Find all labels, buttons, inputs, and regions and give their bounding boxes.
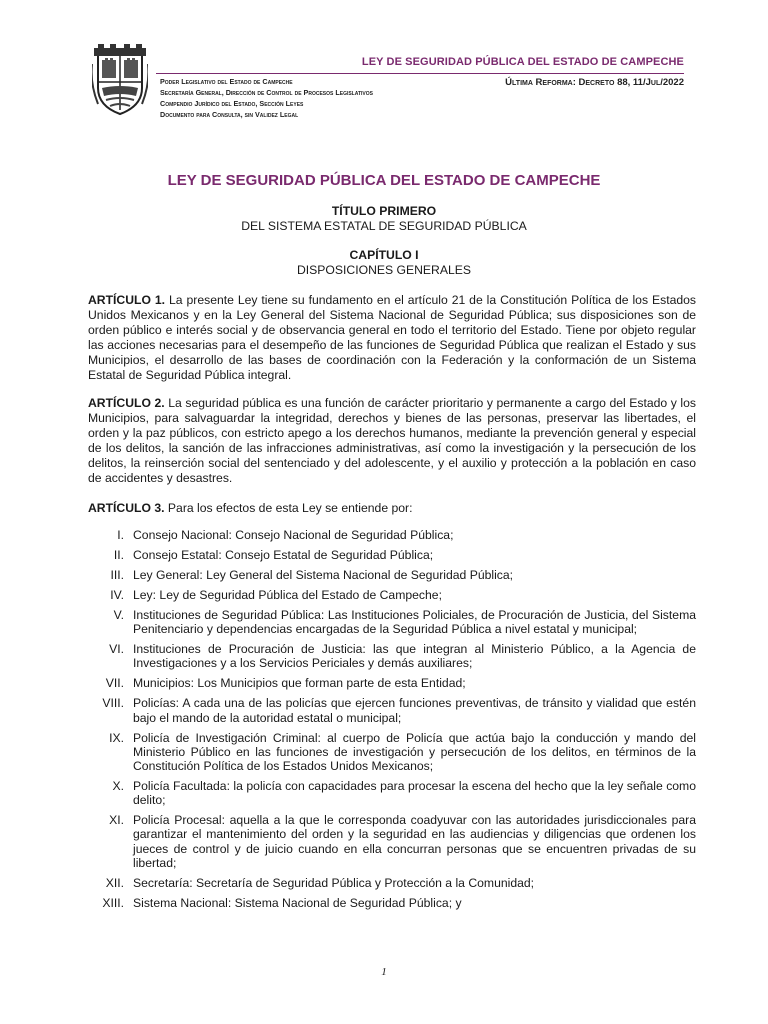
capitulo-heading: CAPÍTULO I — [349, 248, 419, 262]
list-item-number: III. — [110, 568, 124, 582]
list-item-number: VI. — [109, 642, 124, 657]
list-item-text: Policía Procesal: aquella a la que le corresponda coadyuvar con las autoridades jurisdiccionales para garantizar el mantenimiento del orden y la seguridad en las audiencias y diligencias que ordenen los jueces de control y de juicio cuando en ella concurran personas que se encuentren privadas de su libertad; — [133, 813, 696, 870]
list-item-number: V. — [113, 608, 124, 622]
list-item — [88, 642, 696, 670]
list-item-number: VIII. — [102, 696, 124, 711]
list-item — [88, 676, 696, 690]
list-item-text: Policías: A cada una de las policías que ejercen funciones preventivas, de tránsito y vialidad que estén bajo el mando de la autoridad estatal o municipal; — [133, 696, 696, 725]
article-text: La presente Ley tiene su fundamento en el artículo 21 de la Constitución Política de los Estados Unidos Mexicanos y en la Ley General del Sistema Nacional de Seguridad Pública; sus disposiciones son de orden público e interés social y de observancia general en todo el territorio del Estado. Tiene por objeto regular las acciones necesarias para el desempeño de las funciones de Seguridad Pública que realizan el Estado y sus Municipios, el desarrollo de las bases de coordinación con la Federación y la conformación de un Sistema Estatal de Seguridad Pública integral. — [88, 293, 697, 382]
header-institution-block — [160, 76, 373, 120]
institution-line: Documento para Consulta, sin Validez Legal — [160, 110, 299, 119]
definitions-list — [88, 528, 696, 916]
institution-line: Compendio Jurídico del Estado, Sección Leyes — [160, 99, 304, 108]
list-item — [88, 528, 696, 542]
last-reform-info: Última Reforma: Decreto 88, 11/Jul/2022 — [505, 77, 684, 88]
list-item-text: Policía Facultada: la policía con capacidades para procesar la escena del hecho que la ley señale como delito; — [133, 779, 696, 808]
list-item — [88, 896, 696, 910]
header-divider — [156, 73, 684, 74]
list-item-text: Municipios: Los Municipios que forman parte de esta Entidad; — [133, 676, 466, 691]
list-item-number: VII. — [105, 676, 124, 691]
article-3 — [88, 501, 696, 516]
list-item-text: Consejo Estatal: Consejo Estatal de Seguridad Pública; — [133, 548, 434, 562]
article-text: La seguridad pública es una función de carácter prioritario y permanente a cargo del Estado y los Municipios, para salvaguardar la integridad, derechos y bienes de las personas, preservar las libertades, el orden y la paz públicos, con estricto apego a los derechos humanos, mediante la prevención general y especial de los delitos, la sanción de las infracciones administrativas, así como la investigación y la persecución de los delitos, la reinserción social del sentenciado y del adolescente, y el auxilio y protección a la población en caso de accidentes y desastres. — [88, 396, 696, 485]
list-item-number: XI. — [109, 813, 124, 828]
list-item-number: IV. — [110, 588, 124, 602]
list-item — [88, 813, 696, 870]
list-item — [88, 731, 696, 774]
state-seal-logo — [92, 44, 148, 116]
institution-line: Poder Legislativo del Estado de Campeche — [160, 77, 293, 86]
list-item-text: Policía de Investigación Criminal: al cuerpo de Policía que actúa bajo la conducción y mando del Ministerio Público en las funciones de investigación y persecución de los delitos, en términos de la Constitución Política de los Estados Unidos Mexicanos; — [133, 730, 696, 774]
article-text: Para los efectos de esta Ley se entiende por: — [167, 501, 413, 515]
article-label: ARTÍCULO 1. — [88, 293, 166, 307]
list-item-number: I. — [117, 528, 124, 542]
article-label: ARTÍCULO 2. — [88, 396, 165, 410]
list-item-number: II. — [113, 548, 124, 562]
list-item — [88, 568, 696, 582]
list-item — [88, 608, 696, 636]
list-item-text: Instituciones de Seguridad Pública: Las Instituciones Policiales, de Procuración de Justicia, del Sistema Penitenciario y dependencias encargadas de la Seguridad Pública a nivel estatal y municipal; — [133, 608, 696, 637]
list-item — [88, 588, 696, 602]
list-item-text: Sistema Nacional: Sistema Nacional de Seguridad Pública; y — [133, 895, 462, 910]
article-label: ARTÍCULO 3. — [88, 501, 165, 515]
list-item — [88, 876, 696, 890]
article-2 — [88, 396, 696, 486]
list-item — [88, 696, 696, 724]
list-item-number: XII. — [105, 875, 124, 890]
list-item-text: Ley: Ley de Seguridad Pública del Estado de Campeche; — [133, 588, 442, 602]
list-item — [88, 548, 696, 562]
institution-line: Secretaría General, Dirección de Control de Procesos Legislativos — [160, 88, 373, 97]
document-title: LEY DE SEGURIDAD PÚBLICA DEL ESTADO DE CAMPECHE — [167, 172, 601, 189]
capitulo-name: DISPOSICIONES GENERALES — [296, 263, 472, 277]
list-item-number: X. — [112, 779, 124, 794]
titulo-heading: TÍTULO PRIMERO — [331, 204, 437, 218]
list-item-number: XIII. — [102, 895, 124, 910]
page-number: 1 — [381, 966, 387, 978]
article-1 — [88, 293, 696, 383]
list-item-text: Ley General: Ley General del Sistema Nacional de Seguridad Pública; — [133, 568, 514, 582]
list-item-number: IX. — [109, 730, 124, 745]
list-item-text: Consejo Nacional: Consejo Nacional de Seguridad Pública; — [133, 528, 454, 542]
list-item-text: Secretaría: Secretaría de Seguridad Pública y Protección a la Comunidad; — [133, 875, 535, 890]
titulo-name: DEL SISTEMA ESTATAL DE SEGURIDAD PÚBLICA — [241, 219, 527, 233]
header-law-title: LEY DE SEGURIDAD PÚBLICA DEL ESTADO DE CAMPECHE — [361, 56, 684, 68]
list-item — [88, 779, 696, 807]
list-item-text: Instituciones de Procuración de Justicia: las que integran al Ministerio Público, a la Agencia de Investigaciones y a los Servicios Periciales y demás auxiliares; — [133, 642, 696, 671]
